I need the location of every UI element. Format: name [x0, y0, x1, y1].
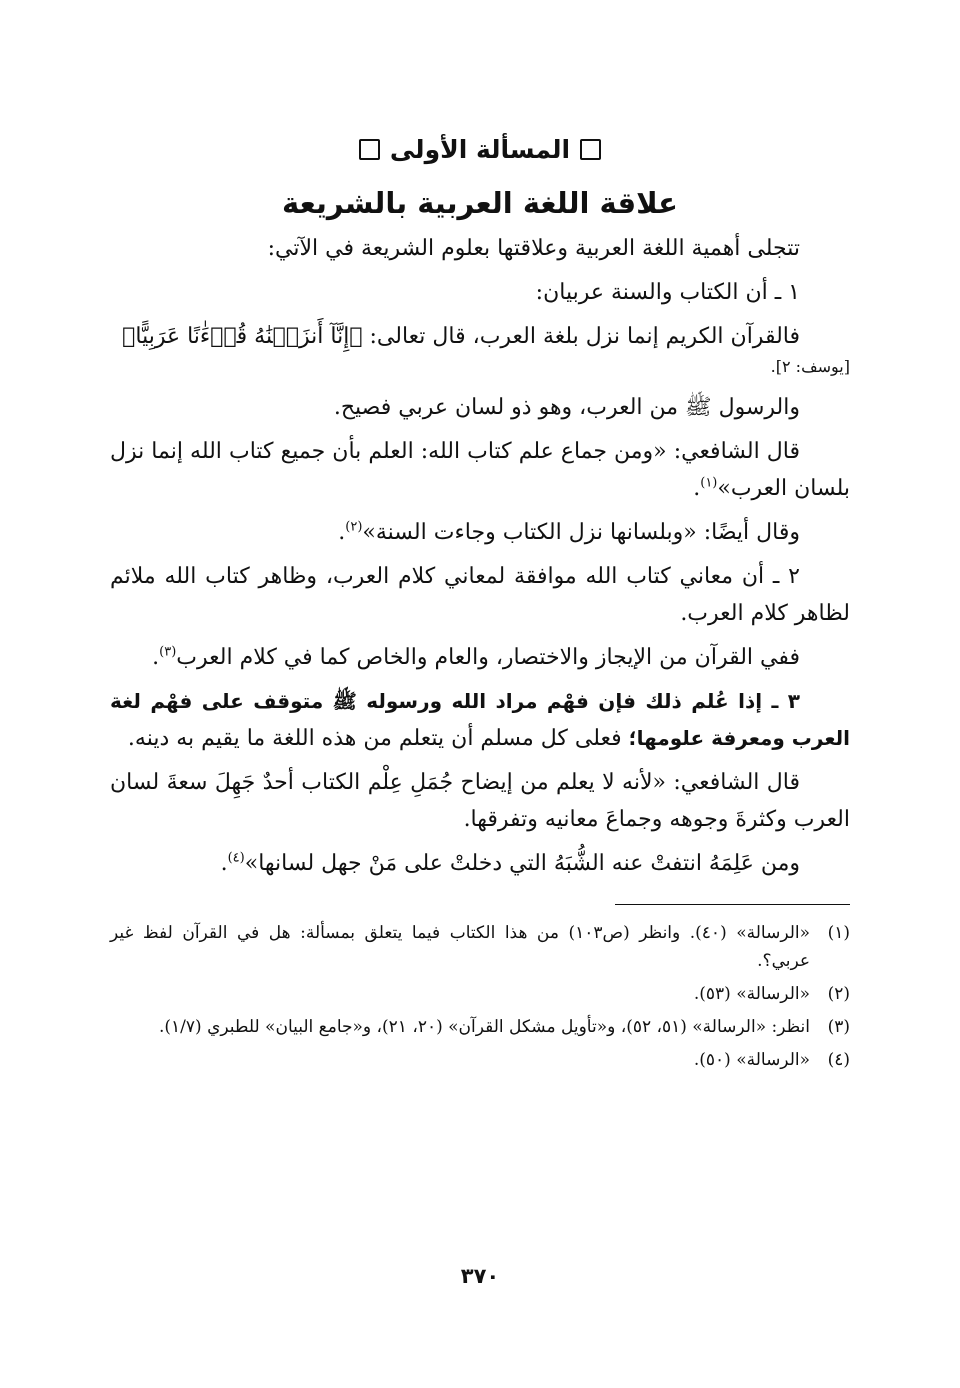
section-heading — [110, 128, 850, 172]
footnote-number: (٤) — [827, 1050, 850, 1070]
footnote-text: «الرسالة» (٤٠). وانظر (ص١٠٣) من هذا الكتاب فيما يتعلق بمسألة: هل في القرآن لفظ غير عربي؟. — [110, 923, 811, 971]
section-heading-text: المسألة الأولى — [389, 135, 571, 164]
rasul-paragraph: والرسول ﷺ من العرب، وهو ذو لسان عربي فصيح. — [333, 395, 800, 420]
chapter-title: علاقة اللغة العربية بالشريعة — [282, 186, 678, 220]
footnote-ref-2[interactable]: (٢) — [345, 519, 363, 535]
footnote-ref-1[interactable]: (١) — [700, 475, 718, 491]
shafii-quote-2-text: وقال أيضًا: «وبلسانها نزل الكتاب وجاءت السنة» — [362, 520, 800, 545]
point-3-paragraph — [110, 683, 850, 757]
shafii-quote-1-text: قال الشافعي: «ومن جماع علم كتاب الله: العلم بأن جميع كتاب الله إنما نزل بلسان العرب» — [110, 439, 850, 501]
shafii-quote-3: قال الشافعي: «لأنه لا يعلم من إيضاح جُمَلِ عِلْم الكتاب أحدٌ جَهِلَ سعةَ لسان العرب وكثرةَ وجوهه وجماعَ معانيه وتفرقها. — [110, 770, 850, 832]
footnote-number: (١) — [827, 923, 850, 943]
footnote-ref-3[interactable]: (٣) — [159, 644, 177, 660]
shafii-quote-4: ومن عَلِمَهُ انتفتْ عنه الشُّبَهُ التي دخلتْ على مَنْ جهل لسانها»$^{(٤)}$. — [220, 850, 800, 876]
point-3-bold-text: ٣ ـ إذا عُلم ذلك فإن فهْم مراد الله ورسوله ﷺ متوقف على فهْم لغة العرب ومعرفة علومها؛ — [110, 689, 850, 750]
footnote — [110, 1013, 850, 1041]
shafii-quote-4-text: ومن عَلِمَهُ انتفتْ عنه الشُّبَهُ التي دخلتْ على مَنْ جهل لسانها» — [244, 851, 800, 876]
quran-reference: [يوسف: ٢]. — [770, 357, 850, 376]
footnote-separator — [615, 904, 850, 905]
footnote — [110, 919, 850, 975]
page-number: ٣٧٠ — [460, 1264, 500, 1288]
footnote-text: «الرسالة» (٥٣). — [693, 984, 810, 1004]
point-3-rest-text: فعلى كل مسلم أن يتعلم من هذه اللغة ما يقيم به دينه. — [127, 726, 629, 751]
shafii-quote-1: قال الشافعي: «ومن جماع علم كتاب الله: العلم بأن جميع كتاب الله إنما نزل بلسان العرب»$^{(١)}$. — [110, 439, 850, 501]
intro-paragraph: تتجلى أهمية اللغة العربية وعلاقتها بعلوم الشريعة في الآتي: — [267, 236, 800, 261]
shafii-quote-2: وقال أيضًا: «وبلسانها نزل الكتاب وجاءت السنة»$^{(٢)}$. — [338, 519, 800, 545]
footnote-number: (٣) — [827, 1017, 850, 1037]
footnote-number: (٢) — [827, 984, 850, 1004]
quran-paragraph: فالقرآن الكريم إنما نزل بلغة العرب، قال تعالى: ﴿إِنَّآ أَنزَلۡنَٰهُ قُرۡءَٰنًا عَرَبِيًّا﴾ — [122, 324, 800, 349]
point-2-paragraph: ٢ ـ أن معاني كتاب الله موافقة لمعاني كلام العرب، وظاهر كتاب الله ملائم لظاهر كلام العرب. — [110, 564, 850, 626]
footnotes — [110, 919, 850, 1074]
ijaz-paragraph: ففي القرآن من الإيجاز والاختصار، والعام والخاص كما في كلام العرب$^{(٣)}$. — [152, 644, 800, 670]
footnote-text: «الرسالة» (٥٠). — [693, 1050, 810, 1070]
ijaz-text: ففي القرآن من الإيجاز والاختصار، والعام والخاص كما في كلام العرب — [176, 645, 800, 670]
footnote — [110, 980, 850, 1008]
square-ornament-icon — [359, 139, 380, 160]
point-1-heading: ١ ـ أن الكتاب والسنة عربيان: — [535, 280, 800, 305]
footnote-text: انظر: «الرسالة» (٥١، ٥٢)، و«تأويل مشكل القرآن» (٢٠، ٢١)، و«جامع البيان» للطبري (١/٧). — [159, 1017, 810, 1037]
footnote — [110, 1046, 850, 1074]
square-ornament-icon — [580, 139, 601, 160]
footnote-ref-4[interactable]: (٤) — [227, 850, 245, 866]
